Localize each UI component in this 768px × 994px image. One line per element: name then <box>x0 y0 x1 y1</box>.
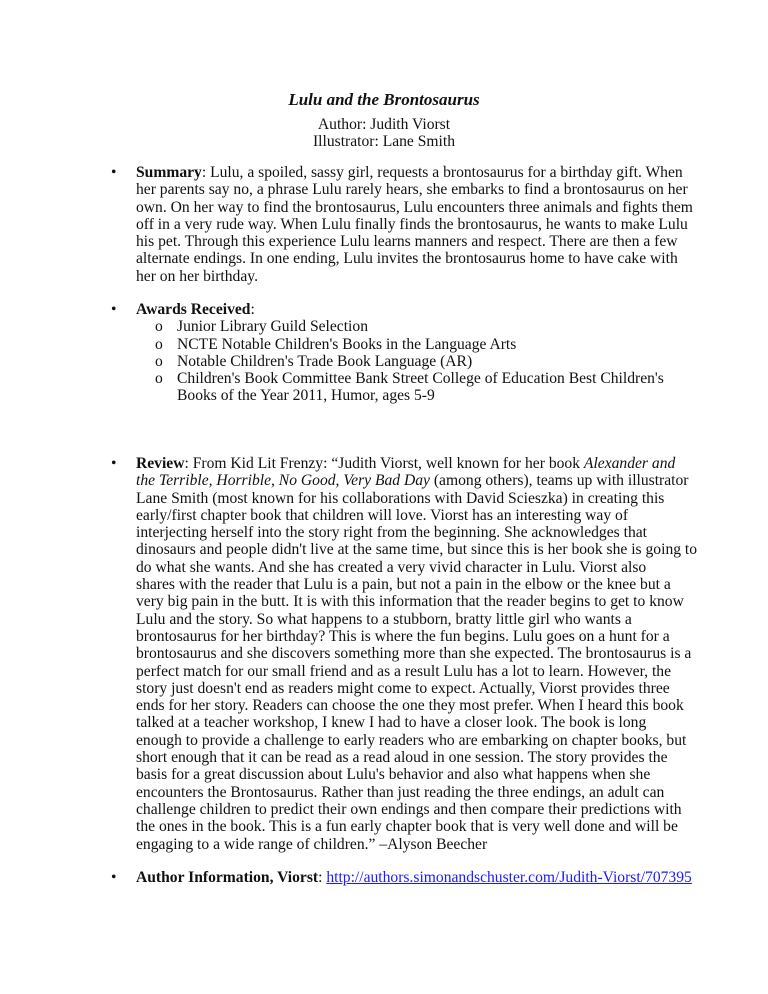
review-section: • Review: From Kid Lit Frenzy: “Judith Viorst, well known for her book Alexander and the Terrible, Horrible, No Good, Very Bad Day (among others), teams up with illustrator Lane Smith (most known for his collaborations with David Scieszka) in creating this early/first chapter book that children will love. Viorst has an interesting way of interjecting herself into the story right from the beginning. She acknowledges that dinosaurs and people didn't live at the same time, but since this is her book she is going to do what she wants. And she has created a very vivid character in Lulu. Viorst also shares with the reader that Lulu is a pain, but not a pain in the elbow or the knee but a very big pain in the butt. It is with this information that the reader begins to get to know Lulu and the story. So what happens to a stubborn, bratty little girl who wants a brontosaurus for her birthday? This is where the fun begins. Lulu goes on a hunt for a brontosaurus and she discovers something more than she expected. The brontosaurus is a perfect match for our small friend and as a result Lulu has a lot to learn. However, the story just doesn't end as readers might come to expect. Actually, Viorst provides three ends for her story. Readers can choose the one they most prefer. When I heard this book talked at a teacher workshop, I knew I had to have a closer look. The book is long enough to provide a challenge to early readers who are embarking on chapter books, but short enough that it can be read as a read aloud in one session. The story provides the basis for a great discussion about Lulu's behavior and also what happens when she encounters the Brontosaurus. Rather than just reading the three endings, an adult can challenge children to predict their own endings and then compare their predictions with the ones in the book. This is a fun early chapter book that is very well done and will be engaging to a wide range of children.” –Alyson Beecher <box>136 455 736 853</box>
review-line: interjecting herself into the story right from the beginning. She acknowledges that <box>136 524 647 542</box>
sub-bullet-icon: o <box>155 335 163 353</box>
review-line: dinosaurs and people didn't live at the same time, but since this is her book she is going to <box>136 541 698 559</box>
author-info-link[interactable]: http://authors.simonandschuster.com/Judith-Viorst/707395 <box>326 869 692 886</box>
summary-line: alternate endings. In one ending, Lulu invites the brontosaurus home to have cake with <box>136 250 678 268</box>
review-line: do what she wants. And she has created a very vivid character in Lulu. Viorst also <box>136 558 647 576</box>
illustrator-line: Illustrator: Lane Smith <box>312 133 456 150</box>
award-text: Books of the Year 2011, Humor, ages 5-9 <box>177 387 435 405</box>
summary-line: off in a very rude way. When Lulu finally finds the brontosaurus, he wants to make Lulu <box>136 215 688 233</box>
summary-line: her parents say no, a phrase Lulu rarely hears, she embarks to find a brontosaurus on her <box>136 181 688 199</box>
award-text: Children's Book Committee Bank Street College of Education Best Children's <box>177 370 664 388</box>
bullet-icon: • <box>111 164 117 181</box>
review-line: early/first chapter book that children will love. Viorst has an interesting way of <box>136 506 629 524</box>
review-line: engaging to a wide range of children.” –Alyson Beecher <box>136 835 488 853</box>
review-line: talked at a teacher workshop, I knew I had to have a closer look. The book is long <box>136 714 647 732</box>
award-text: NCTE Notable Children's Books in the Language Arts <box>177 335 517 353</box>
review-line: short enough that it can be read as a read aloud in one session. The story provides the <box>136 749 668 767</box>
review-line: Lane Smith (most known for his collaborations with David Scieszka) in creating this <box>136 489 665 507</box>
review-line: challenge children to predict their own endings and then compare their predictions with <box>136 800 682 818</box>
author-line: Author: Judith Viorst <box>317 116 451 133</box>
review-line: very big pain in the butt. It is with this information that the reader begins to get to know <box>136 593 684 611</box>
summary-section <box>111 164 736 285</box>
awards-label: Awards Received <box>136 301 251 318</box>
award-text: Notable Children's Trade Book Language (AR) <box>177 352 473 370</box>
awards-section: • Awards Received: o Junior Library Guild Selection o NCTE Notable Children's Books in the Language Arts o Notable Children's Trade Book Language (AR) o Children's Book Committee Bank Street College of Education Best Children's Books of the Year 2011, Humor, ages 5-9 <box>136 301 736 405</box>
award-item <box>136 336 736 353</box>
review-line: brontosaurus for her birthday? This is where the fun begins. Lulu goes on a hunt for a <box>136 627 670 645</box>
review-line: perfect match for our small friend and as a result Lulu has a lot to learn. However, the <box>136 662 671 680</box>
summary-label: Summary <box>136 164 202 181</box>
review-line: brontosaurus and she discovers something more than she expected. The brontosaurus is a <box>136 645 692 663</box>
sub-bullet-icon: o <box>155 318 163 336</box>
bullet-icon: • <box>111 455 117 472</box>
bullet-icon: • <box>111 869 117 886</box>
review-line: the ones in the book. This is a fun early chapter book that is very well done and will be <box>136 818 678 836</box>
review-label: Review <box>136 455 185 472</box>
review-line: shares with the reader that Lulu is a pain, but not a pain in the elbow or the knee but a <box>136 576 671 594</box>
review-line: ends for her story. Readers can choose the one they most prefer. When I heard this book <box>136 697 684 715</box>
bullet-icon: • <box>111 301 117 318</box>
review-line: enough to provide a challenge to early readers who are embarking on chapter books, but <box>136 731 687 749</box>
award-item <box>136 353 736 370</box>
review-line: Lulu and the story. So what happens to a stubborn, bratty little girl who wants a <box>136 610 632 628</box>
review-line: basis for a great discussion about Lulu's behavior and also what happens when she <box>136 766 651 784</box>
summary-line: Summary: Lulu, a spoiled, sassy girl, requests a brontosaurus for a birthday gift. When <box>136 164 683 181</box>
sub-bullet-icon: o <box>155 352 163 370</box>
award-text: Junior Library Guild Selection <box>177 318 368 336</box>
book-title: Lulu and the Brontosaurus <box>288 90 480 109</box>
award-item <box>136 318 736 335</box>
book-title-ref: the Terrible, Horrible, No Good, Very Bad Day <box>136 472 430 490</box>
award-item <box>136 370 736 405</box>
author-info-label: Author Information, Viorst <box>136 869 319 886</box>
author-info-section: • Author Information, Viorst: http://authors.simonandschuster.com/Judith-Viorst/707395 <box>111 869 692 886</box>
review-line: encounters the Brontosaurus. Rather than just reading the three endings, an adult can <box>136 783 665 801</box>
sub-bullet-icon: o <box>155 370 163 388</box>
summary-line: his pet. Through this experience Lulu learns manners and respect. There are then a few <box>136 233 678 251</box>
summary-line: own. On her way to find the brontosaurus, Lulu encounters three animals and fights them <box>136 198 693 216</box>
book-title-ref: Alexander and <box>583 455 676 472</box>
summary-line: her on her birthday. <box>136 267 258 285</box>
review-line: story just doesn't end as readers might come to expect. Actually, Viorst provides three <box>136 679 670 697</box>
